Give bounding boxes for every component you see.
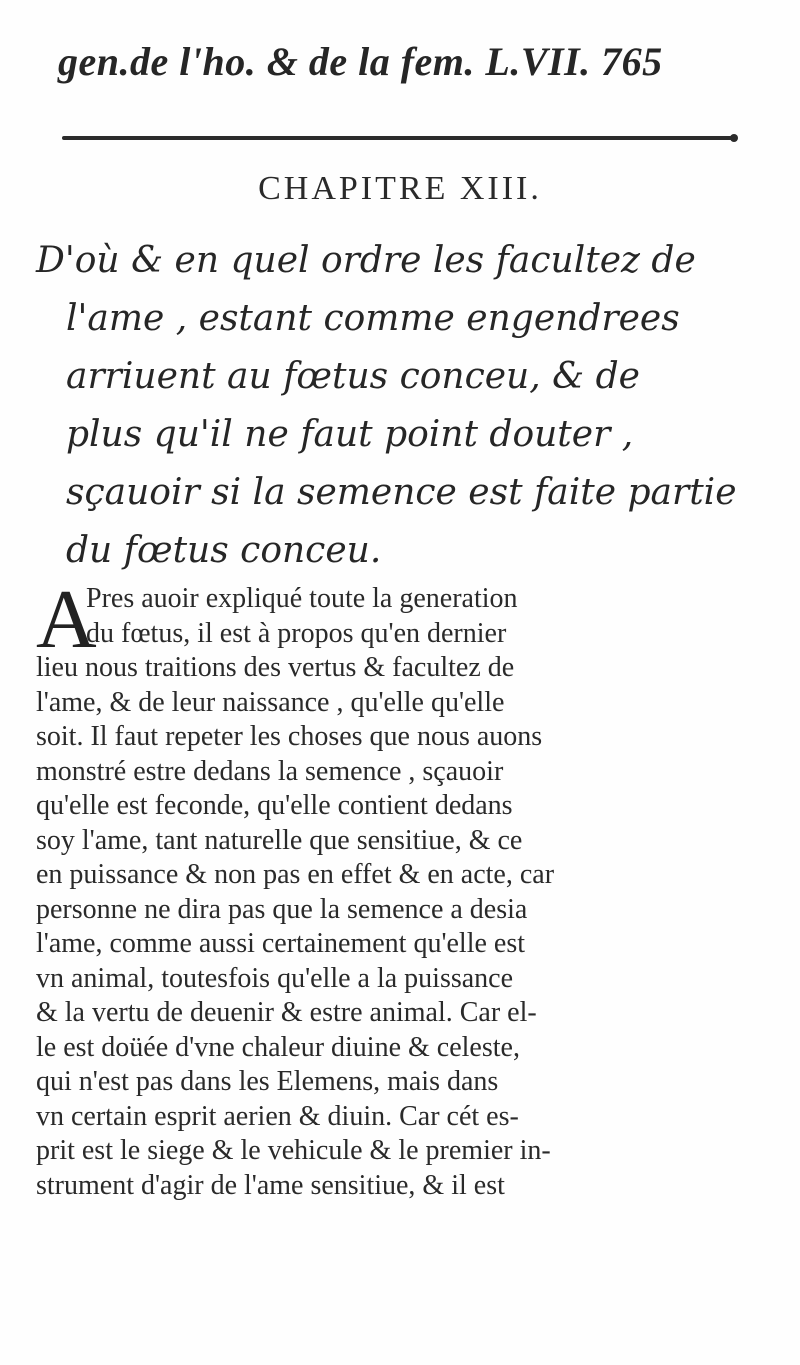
running-head: gen.de l'ho. & de la fem. L.VII. 765 <box>58 39 663 84</box>
body-line: soy l'ame, tant naturelle que sensitiue, & ce <box>36 824 523 856</box>
drop-cap: A <box>36 573 97 666</box>
body-line: en puissance & non pas en effet & en acte, car <box>36 859 555 890</box>
body-line: Pres auoir expliqué toute la generation <box>86 583 518 614</box>
body-line: & la vertu de deuenir & estre animal. Car el- <box>36 997 537 1028</box>
body-line: qu'elle est feconde, qu'elle contient dedans <box>36 790 513 821</box>
chapter-title <box>36 232 766 580</box>
body-paragraph <box>36 573 766 1203</box>
body-line: soit. Il faut repeter les choses que nous auons <box>36 721 543 752</box>
chapter-title-line: plus qu'il ne faut point douter , <box>66 414 634 455</box>
body-line: du fœtus, il est à propos qu'en dernier <box>86 617 507 649</box>
header-rule <box>62 136 732 140</box>
chapter-title-line: sçauoir si la semence est faite partie <box>66 472 737 513</box>
body-line: vn animal, toutesfois qu'elle a la puissance <box>36 962 514 994</box>
body-line: strument d'agir de l'ame sensitiue, & il est <box>36 1169 505 1201</box>
body-line: vn certain esprit aerien & diuin. Car cét es- <box>36 1100 519 1132</box>
body-line: monstré estre dedans la semence , sçauoir <box>36 755 504 787</box>
body-line: personne ne dira pas que la semence a desia <box>36 893 528 925</box>
chapter-title-line: du fœtus conceu. <box>66 530 382 571</box>
body-line: prit est le siege & le vehicule & le premier in- <box>36 1135 551 1166</box>
body-line: l'ame, comme aussi certainement qu'elle est <box>36 928 526 959</box>
chapter-title-line: D'où & en quel ordre les facultez de <box>36 240 696 281</box>
body-line: qui n'est pas dans les Elemens, mais dans <box>36 1066 499 1097</box>
body-line: l'ame, & de leur naissance , qu'elle qu'elle <box>36 686 505 718</box>
chapter-heading: CHAPITRE XIII. <box>258 170 542 207</box>
body-line: lieu nous traitions des vertus & facultez de <box>36 652 515 683</box>
chapter-title-line: arriuent au fœtus conceu, & de <box>66 356 640 397</box>
chapter-title-line: l'ame , estant comme engendrees <box>66 298 680 339</box>
body-line: le est doüée d'vne chaleur diuine & celeste, <box>36 1031 520 1063</box>
